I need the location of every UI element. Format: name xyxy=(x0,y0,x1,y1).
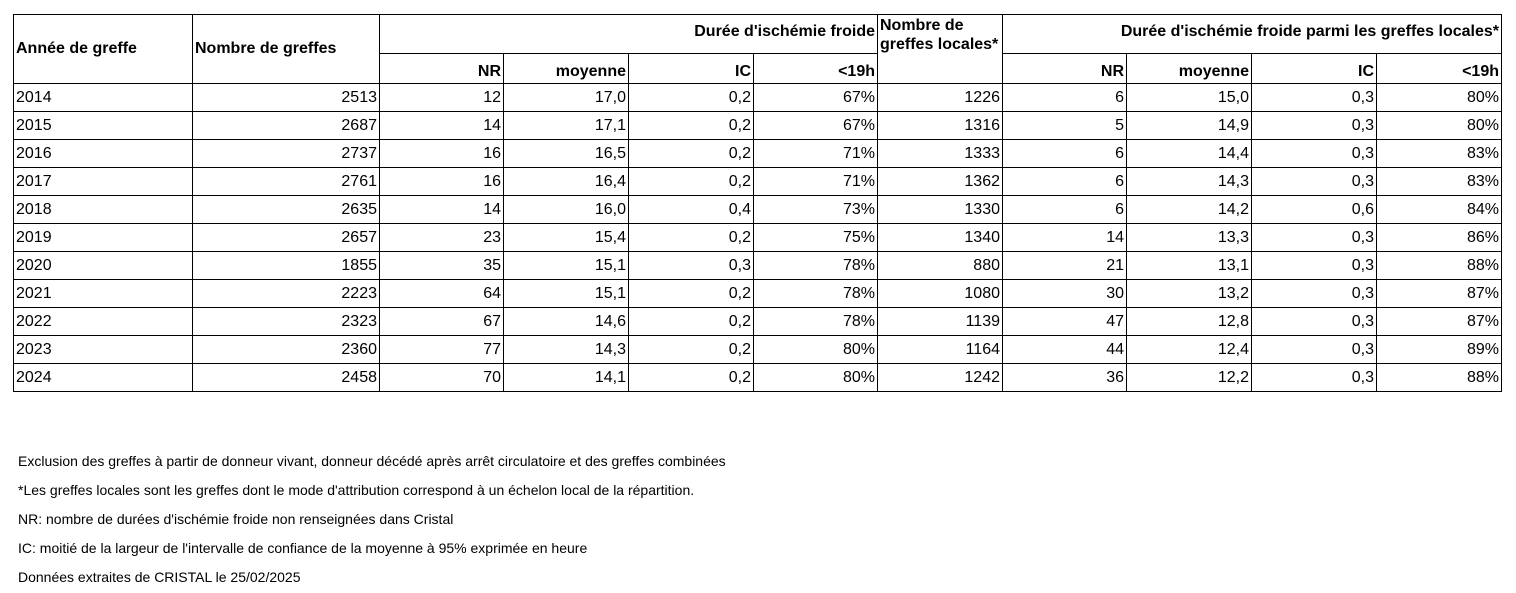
cell-moyenne: 14,1 xyxy=(504,364,629,392)
cell-local-lt19h: 87% xyxy=(1377,280,1502,308)
cell-lt19h: 78% xyxy=(754,308,878,336)
cell-local-nr: 47 xyxy=(1003,308,1127,336)
cell-count: 2687 xyxy=(193,112,380,140)
cell-local-ic: 0,3 xyxy=(1252,84,1377,112)
cell-local-nr: 6 xyxy=(1003,168,1127,196)
cell-moyenne: 14,3 xyxy=(504,336,629,364)
header-local-nr: NR xyxy=(1003,54,1127,84)
cell-nr: 16 xyxy=(380,168,504,196)
cell-local-moyenne: 12,8 xyxy=(1127,308,1252,336)
cell-nr: 64 xyxy=(380,280,504,308)
table-row xyxy=(14,84,1502,112)
cell-local-moyenne: 15,0 xyxy=(1127,84,1252,112)
cell-local-moyenne: 13,1 xyxy=(1127,252,1252,280)
header-ic: IC xyxy=(629,54,754,84)
header-lt19h: <19h xyxy=(754,54,878,84)
cell-moyenne: 16,0 xyxy=(504,196,629,224)
cell-local-moyenne: 14,4 xyxy=(1127,140,1252,168)
cell-nr: 12 xyxy=(380,84,504,112)
cell-local-ic: 0,3 xyxy=(1252,140,1377,168)
cell-ic: 0,2 xyxy=(629,308,754,336)
cell-local-lt19h: 88% xyxy=(1377,252,1502,280)
footnote-ic-definition: IC: moitié de la largeur de l'intervalle de confiance de la moyenne à 95% exprimée en heure xyxy=(18,540,588,556)
cell-count: 2737 xyxy=(193,140,380,168)
cell-local-moyenne: 14,2 xyxy=(1127,196,1252,224)
table-row xyxy=(14,224,1502,252)
cell-year: 2022 xyxy=(14,308,193,336)
header-local-ic: IC xyxy=(1252,54,1377,84)
cell-count: 2513 xyxy=(193,84,380,112)
table-row xyxy=(14,112,1502,140)
cell-local-count: 880 xyxy=(878,252,1003,280)
cell-local-count: 1080 xyxy=(878,280,1003,308)
cell-local-ic: 0,3 xyxy=(1252,224,1377,252)
cell-ic: 0,2 xyxy=(629,364,754,392)
cell-year: 2018 xyxy=(14,196,193,224)
cell-lt19h: 67% xyxy=(754,112,878,140)
cell-local-nr: 44 xyxy=(1003,336,1127,364)
cell-lt19h: 80% xyxy=(754,364,878,392)
table-row xyxy=(14,308,1502,336)
footnote-local-grafts: *Les greffes locales sont les greffes dont le mode d'attribution correspond à un échelon local de la répartition. xyxy=(18,482,695,498)
cell-local-ic: 0,3 xyxy=(1252,308,1377,336)
cell-local-count: 1226 xyxy=(878,84,1003,112)
cell-local-moyenne: 13,3 xyxy=(1127,224,1252,252)
cell-local-count: 1330 xyxy=(878,196,1003,224)
cell-year: 2019 xyxy=(14,224,193,252)
cell-year: 2017 xyxy=(14,168,193,196)
cell-year: 2015 xyxy=(14,112,193,140)
footnote-nr-definition: NR: nombre de durées d'ischémie froide non renseignées dans Cristal xyxy=(18,511,454,527)
cell-count: 2635 xyxy=(193,196,380,224)
cell-local-count: 1139 xyxy=(878,308,1003,336)
cell-local-ic: 0,3 xyxy=(1252,112,1377,140)
header-nr: NR xyxy=(380,54,504,84)
cell-nr: 77 xyxy=(380,336,504,364)
cell-lt19h: 67% xyxy=(754,84,878,112)
cell-count: 1855 xyxy=(193,252,380,280)
cell-local-nr: 36 xyxy=(1003,364,1127,392)
cell-local-lt19h: 83% xyxy=(1377,140,1502,168)
cell-local-ic: 0,3 xyxy=(1252,364,1377,392)
cell-moyenne: 17,1 xyxy=(504,112,629,140)
table-row xyxy=(14,140,1502,168)
cell-count: 2761 xyxy=(193,168,380,196)
cell-local-ic: 0,3 xyxy=(1252,336,1377,364)
header-cold-ischemia-local: Durée d'ischémie froide parmi les greffes locales* xyxy=(1003,15,1502,54)
cell-year: 2023 xyxy=(14,336,193,364)
cell-count: 2323 xyxy=(193,308,380,336)
cell-ic: 0,2 xyxy=(629,168,754,196)
cell-local-ic: 0,3 xyxy=(1252,168,1377,196)
cell-nr: 16 xyxy=(380,140,504,168)
cell-ic: 0,2 xyxy=(629,84,754,112)
cell-lt19h: 73% xyxy=(754,196,878,224)
cell-ic: 0,2 xyxy=(629,336,754,364)
header-moyenne: moyenne xyxy=(504,54,629,84)
cell-moyenne: 15,1 xyxy=(504,280,629,308)
cell-local-nr: 30 xyxy=(1003,280,1127,308)
header-local-moyenne: moyenne xyxy=(1127,54,1252,84)
cell-moyenne: 17,0 xyxy=(504,84,629,112)
cell-local-count: 1333 xyxy=(878,140,1003,168)
cell-local-lt19h: 80% xyxy=(1377,112,1502,140)
cell-moyenne: 15,4 xyxy=(504,224,629,252)
cell-local-lt19h: 86% xyxy=(1377,224,1502,252)
cell-local-ic: 0,3 xyxy=(1252,280,1377,308)
cell-local-count: 1362 xyxy=(878,168,1003,196)
header-count: Nombre de greffes xyxy=(193,15,380,84)
ischemia-table xyxy=(13,14,1502,392)
table-row xyxy=(14,364,1502,392)
header-local-lt19h: <19h xyxy=(1377,54,1502,84)
cell-local-nr: 6 xyxy=(1003,140,1127,168)
cell-ic: 0,2 xyxy=(629,280,754,308)
cell-local-ic: 0,6 xyxy=(1252,196,1377,224)
footnotes xyxy=(18,447,726,592)
table-row xyxy=(14,280,1502,308)
cell-year: 2021 xyxy=(14,280,193,308)
cell-year: 2014 xyxy=(14,84,193,112)
table-row xyxy=(14,196,1502,224)
cell-local-lt19h: 88% xyxy=(1377,364,1502,392)
cell-local-lt19h: 80% xyxy=(1377,84,1502,112)
cell-year: 2024 xyxy=(14,364,193,392)
cell-local-ic: 0,3 xyxy=(1252,252,1377,280)
cell-nr: 14 xyxy=(380,112,504,140)
cell-local-nr: 21 xyxy=(1003,252,1127,280)
cell-local-moyenne: 12,2 xyxy=(1127,364,1252,392)
cell-count: 2657 xyxy=(193,224,380,252)
cell-nr: 67 xyxy=(380,308,504,336)
cell-lt19h: 71% xyxy=(754,168,878,196)
cell-lt19h: 71% xyxy=(754,140,878,168)
cell-moyenne: 16,5 xyxy=(504,140,629,168)
table-row xyxy=(14,252,1502,280)
cell-year: 2020 xyxy=(14,252,193,280)
cell-ic: 0,2 xyxy=(629,112,754,140)
cell-year: 2016 xyxy=(14,140,193,168)
cell-local-lt19h: 89% xyxy=(1377,336,1502,364)
cell-local-lt19h: 87% xyxy=(1377,308,1502,336)
cell-local-count: 1316 xyxy=(878,112,1003,140)
header-cold-ischemia: Durée d'ischémie froide xyxy=(380,15,878,54)
cell-local-lt19h: 84% xyxy=(1377,196,1502,224)
cell-moyenne: 14,6 xyxy=(504,308,629,336)
table-row xyxy=(14,168,1502,196)
cell-ic: 0,2 xyxy=(629,140,754,168)
cell-local-moyenne: 14,9 xyxy=(1127,112,1252,140)
header-row-top xyxy=(14,15,1502,54)
cell-lt19h: 78% xyxy=(754,252,878,280)
cell-moyenne: 16,4 xyxy=(504,168,629,196)
cell-lt19h: 75% xyxy=(754,224,878,252)
cell-count: 2458 xyxy=(193,364,380,392)
cell-local-count: 1164 xyxy=(878,336,1003,364)
cell-nr: 23 xyxy=(380,224,504,252)
footnote-exclusion: Exclusion des greffes à partir de donneur vivant, donneur décédé après arrêt circulatoire et des greffes combinées xyxy=(18,453,726,469)
footnote-data-source: Données extraites de CRISTAL le 25/02/2025 xyxy=(18,569,301,585)
cell-local-nr: 14 xyxy=(1003,224,1127,252)
cell-local-nr: 6 xyxy=(1003,84,1127,112)
cell-ic: 0,4 xyxy=(629,196,754,224)
cell-local-moyenne: 13,2 xyxy=(1127,280,1252,308)
table-row xyxy=(14,336,1502,364)
cell-local-moyenne: 14,3 xyxy=(1127,168,1252,196)
header-year: Année de greffe xyxy=(14,15,193,84)
cell-nr: 14 xyxy=(380,196,504,224)
cell-ic: 0,2 xyxy=(629,224,754,252)
cell-local-moyenne: 12,4 xyxy=(1127,336,1252,364)
cell-count: 2360 xyxy=(193,336,380,364)
cell-ic: 0,3 xyxy=(629,252,754,280)
cell-local-lt19h: 83% xyxy=(1377,168,1502,196)
cell-moyenne: 15,1 xyxy=(504,252,629,280)
cell-count: 2223 xyxy=(193,280,380,308)
cell-local-count: 1340 xyxy=(878,224,1003,252)
cell-local-count: 1242 xyxy=(878,364,1003,392)
cell-local-nr: 5 xyxy=(1003,112,1127,140)
cell-local-nr: 6 xyxy=(1003,196,1127,224)
cell-lt19h: 80% xyxy=(754,336,878,364)
header-local-count: Nombre de greffes locales* xyxy=(878,15,1003,84)
cell-nr: 70 xyxy=(380,364,504,392)
cell-nr: 35 xyxy=(380,252,504,280)
cell-lt19h: 78% xyxy=(754,280,878,308)
